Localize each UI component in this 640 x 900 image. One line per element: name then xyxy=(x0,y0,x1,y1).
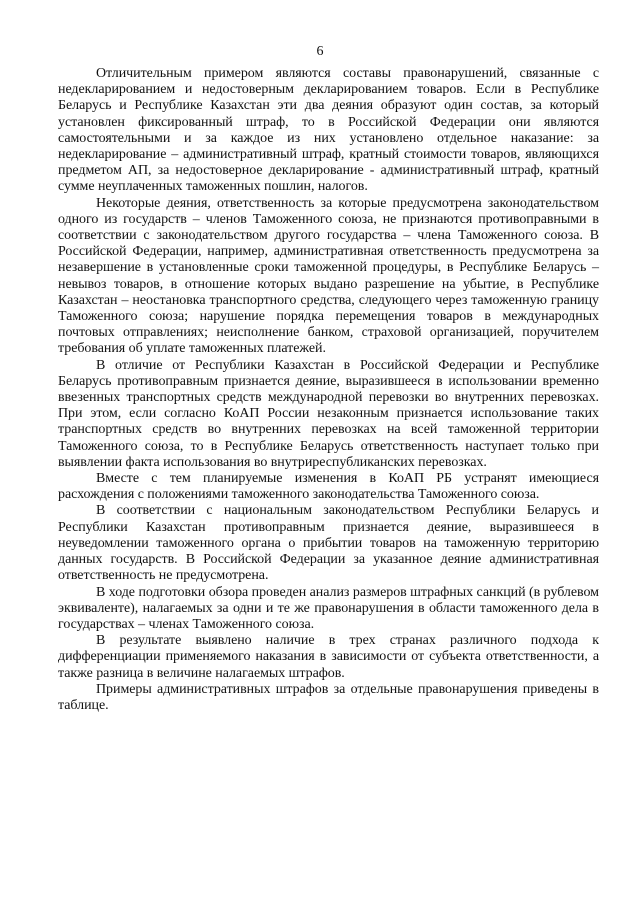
body-text xyxy=(58,66,599,714)
paragraph-1: Отличительным примером являются составы правонарушений, связанные с недекларированием и недостоверным декларированием товаров. Если в Республике Беларусь и Республике Казахстан эти два деяния образуют один состав, за который установлен фиксированный штраф, то в Российской Федерации они являются самостоятельными и за каждое из них установлено отдельное наказание: за недекларирование – административный штраф, кратный стоимости товаров, являющихся предметом АП, за недостоверное декларирование - административный штраф, кратный сумме неуплаченных таможенных пошлин, налогов. xyxy=(58,66,599,195)
paragraph-5: В соответствии с национальным законодательством Республики Беларусь и Республики Казахстан противоправным признается деяние, выразившееся в неуведомлении таможенного органа о прибытии товаров на таможенную территорию данных государств. В Российской Федерации за указанное деяние административная ответственность не предусмотрена. xyxy=(58,503,599,584)
paragraph-6: В ходе подготовки обзора проведен анализ размеров штрафных санкций (в рублевом эквиваленте), налагаемых за одни и те же правонарушения в области таможенного дела в государствах – членах Таможенного союза. xyxy=(58,584,599,632)
paragraph-8: Примеры административных штрафов за отдельные правонарушения приведены в таблице. xyxy=(58,681,599,713)
page-number: 6 xyxy=(316,44,324,59)
paragraph-4: Вместе с тем планируемые изменения в КоАП РБ устранят имеющиеся расхождения с положениями таможенного законодательства Таможенного союза. xyxy=(58,471,599,503)
paragraph-3: В отличие от Республики Казахстан в Российской Федерации и Республике Беларусь противоправным признается деяние, выразившееся в использовании временно ввезенных транспортных средств международной перевозки во внутренних перевозках. При этом, если согласно КоАП России незаконным признается использование таких транспортных средств во внутренних перевозках на всей таможенной территории Таможенного союза, то в Республике Беларусь ответственность наступает только при выявлении факта использования во внутриреспубликанских перевозках. xyxy=(58,357,599,470)
paragraph-2: Некоторые деяния, ответственность за которые предусмотрена законодательством одного из государств – членов Таможенного союза, не признаются противоправными в соответствии с законодательством другого государства – члена Таможенного союза. В Российской Федерации, например, административная ответственность предусмотрена за незавершение в установленные сроки таможенной процедуры, в Республике Беларусь – невывоз товаров, в отношение которых выдано разрешение на убытие, в Республике Казахстан – неостановка транспортного средства, следующего через таможенную границу Таможенного союза; нарушение порядка перемещения товаров в международных почтовых отправлениях; неисполнение банком, страховой организацией, поручителем требования об уплате таможенных платежей. xyxy=(58,195,599,357)
paragraph-7: В результате выявлено наличие в трех странах различного подхода к дифференциации применяемого наказания в зависимости от субъекта ответственности, а также разница в величине налагаемых штрафов. xyxy=(58,633,599,681)
